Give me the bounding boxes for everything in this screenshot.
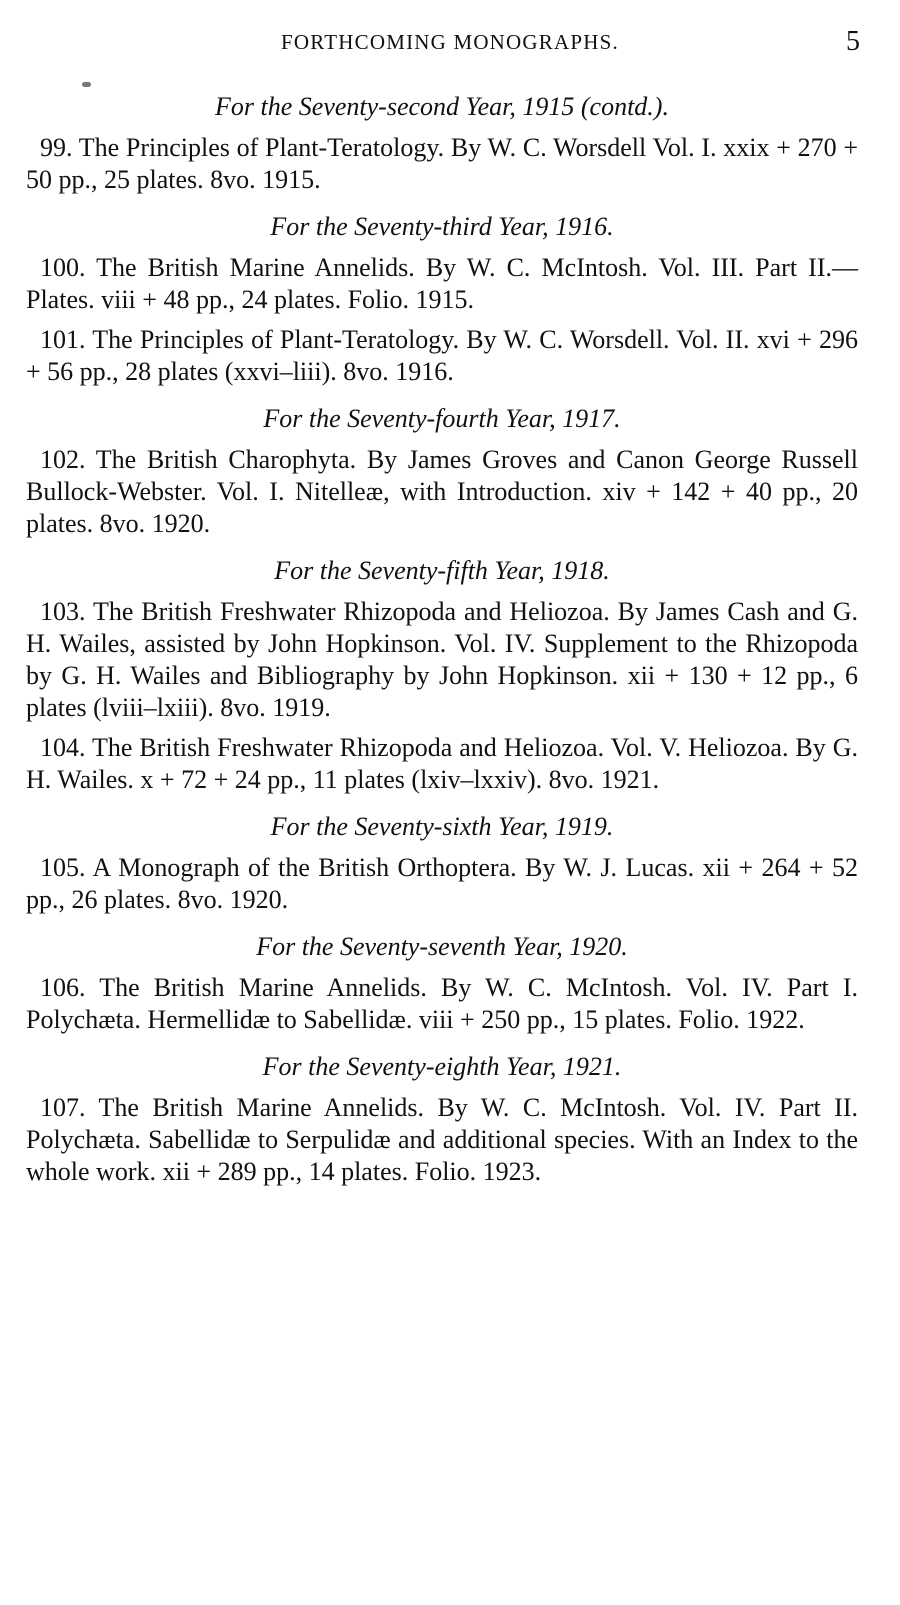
- year-heading: For the Seventy-fifth Year, 1918.: [274, 556, 610, 585]
- year-heading: For the Seventy-third Year, 1916.: [270, 212, 614, 241]
- running-title: FORTHCOMING MONOGRAPHS.: [281, 30, 619, 54]
- monograph-entry: 105. A Monograph of the British Orthoptera. By W. J. Lucas. xii + 264 + 52 pp., 26 plates. 8vo. 1920.: [26, 853, 858, 914]
- running-head: [0, 26, 900, 66]
- monograph-entry: 100. The British Marine Annelids. By W. C. McIntosh. Vol. III. Part II.—Plates. viii + 48 pp., 24 plates. Folio. 1915.: [26, 253, 858, 314]
- monograph-entry: 106. The British Marine Annelids. By W. C. McIntosh. Vol. IV. Part I. Polychæta. Hermellidæ to Sabellidæ. viii + 250 pp., 15 plates. Folio. 1922.: [26, 973, 858, 1034]
- monograph-entry: 107. The British Marine Annelids. By W. C. McIntosh. Vol. IV. Part II. Polychæta. Sabellidæ to Serpulidæ and additional species. With an Index to the whole work. xii + 289 pp., 14 plates. Folio. 1923.: [26, 1093, 858, 1186]
- monograph-entry: 104. The British Freshwater Rhizopoda and Heliozoa. Vol. V. Heliozoa. By G. H. Wailes. x + 72 + 24 pp., 11 plates (lxiv–lxxiv). 8vo. 1921.: [26, 733, 858, 794]
- monograph-entry: 103. The British Freshwater Rhizopoda and Heliozoa. By James Cash and G. H. Wailes, assisted by John Hopkinson. Vol. IV. Supplement to the Rhizopoda by G. H. Wailes and Bibliography by John Hopkinson. xii + 130 + 12 pp., 6 plates (lviii–lxiii). 8vo. 1919.: [26, 597, 858, 722]
- year-heading: For the Seventy-eighth Year, 1921.: [262, 1052, 622, 1081]
- monograph-entry: 102. The British Charophyta. By James Groves and Canon George Russell Bullock-Webster. Vol. I. Nitelleæ, with Introduction. xiv + 142 + 40 pp., 20 plates. 8vo. 1920.: [26, 445, 858, 538]
- monograph-list: [26, 90, 858, 1188]
- year-heading: For the Seventy-seventh Year, 1920.: [256, 932, 628, 961]
- year-heading: For the Seventy-second Year, 1915 (contd.).: [215, 92, 669, 121]
- year-heading: For the Seventy-fourth Year, 1917.: [263, 404, 621, 433]
- year-heading: For the Seventy-sixth Year, 1919.: [270, 812, 614, 841]
- monograph-entry: 99. The Principles of Plant-Teratology. By W. C. Worsdell Vol. I. xxix + 270 + 50 pp., 25 plates. 8vo. 1915.: [26, 133, 858, 194]
- monograph-entry: 101. The Principles of Plant-Teratology. By W. C. Worsdell. Vol. II. xvi + 296 + 56 pp., 28 plates (xxvi–liii). 8vo. 1916.: [26, 325, 858, 386]
- page-number: 5: [846, 26, 860, 57]
- print-speck: [82, 82, 91, 87]
